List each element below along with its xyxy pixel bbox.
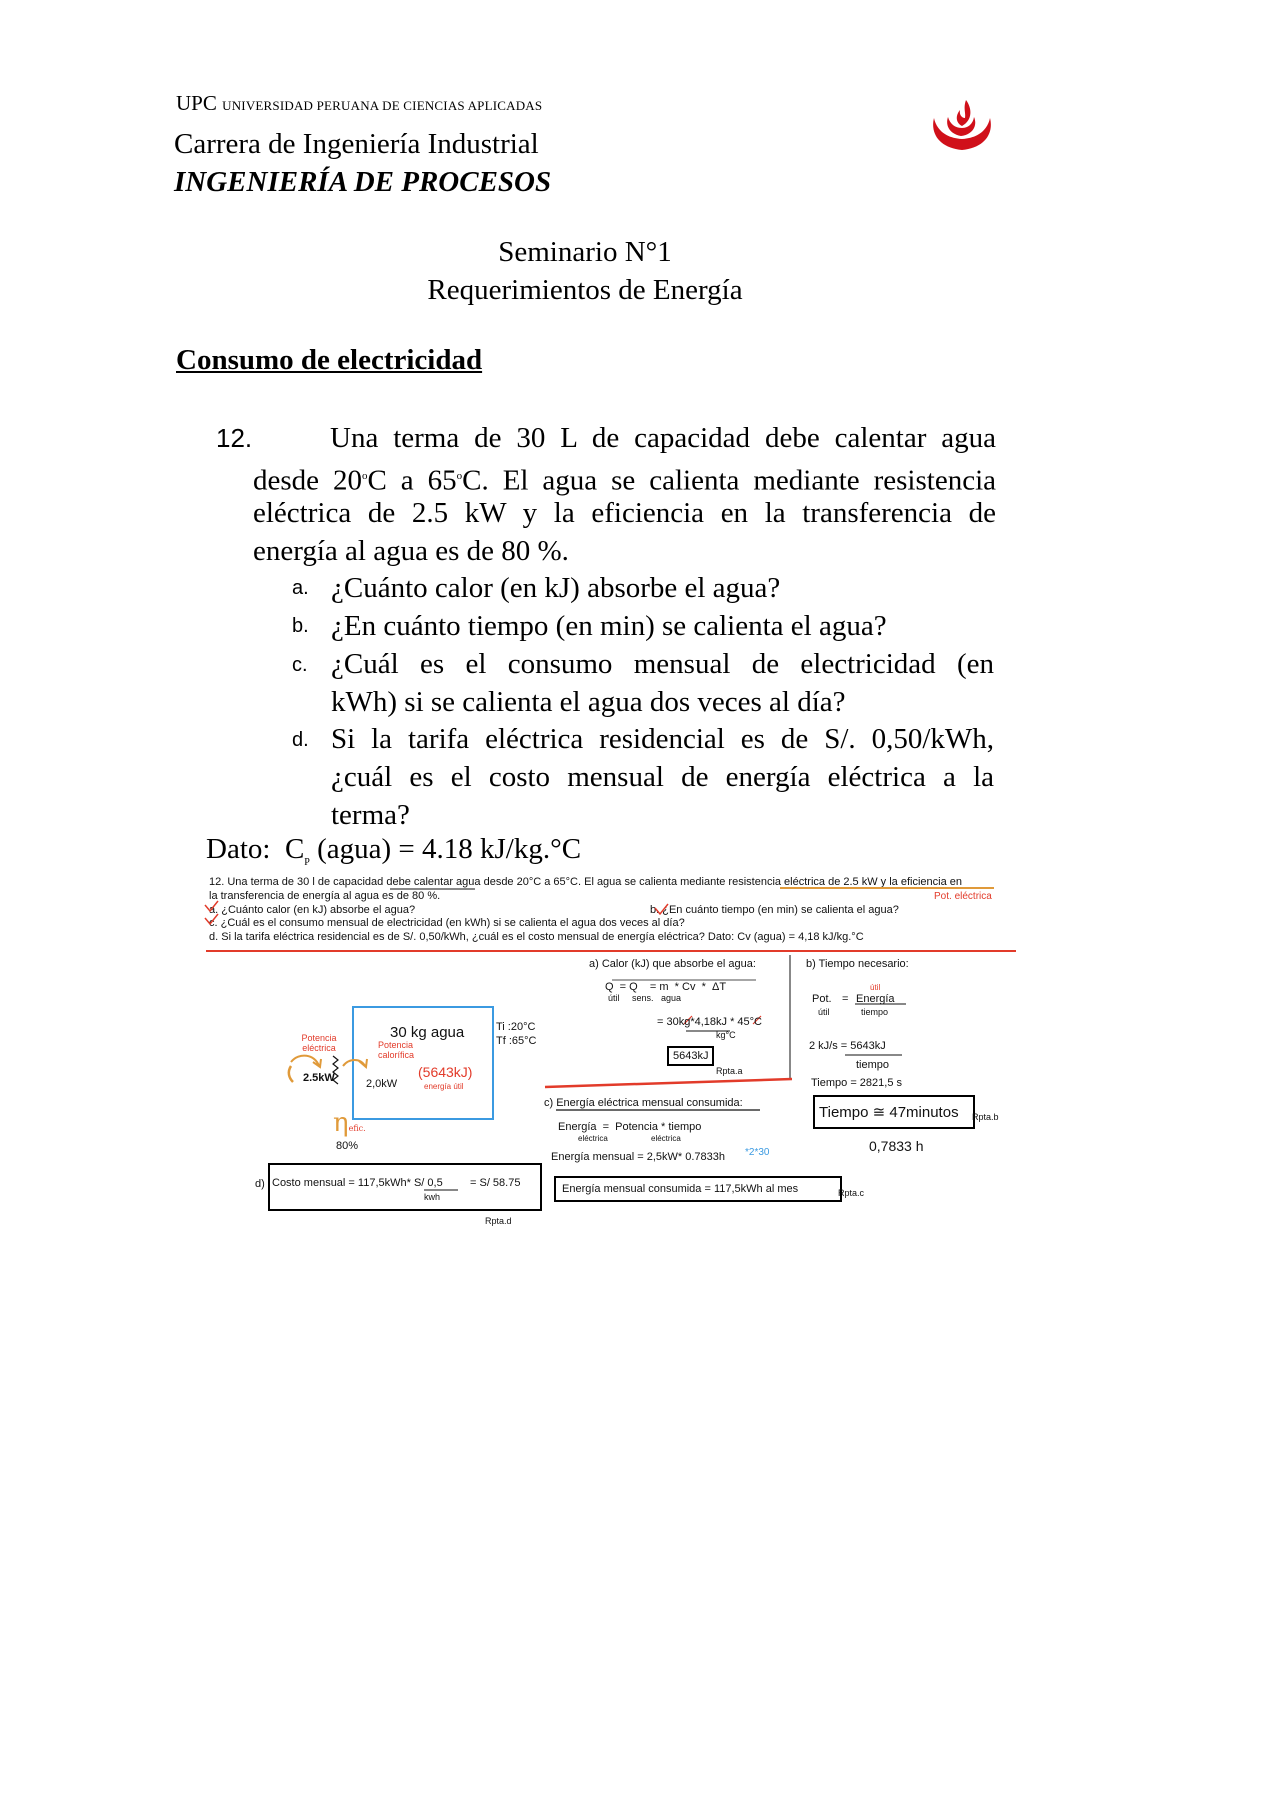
part-a-calc-den: kg°C <box>716 1030 736 1040</box>
initial-temp: Ti :20°C <box>496 1021 536 1033</box>
part-a-equation: Q = Q = m * Cv * ΔT <box>605 981 727 993</box>
electric-power-label: Potencia eléctrica <box>301 1033 337 1053</box>
solution-question-b: b. ¿En cuánto tiempo (en min) se calienta el agua? <box>650 904 899 916</box>
part-a-equation-sub: útil sens. agua <box>608 993 682 1003</box>
seminar-title: Seminario N°1 <box>498 236 672 268</box>
item-text: Si la tarifa eléctrica residencial es de S/. 0,50/kWh, <box>331 723 994 755</box>
part-b-tiempo-den: tiempo <box>861 1007 889 1017</box>
part-a-title: a) Calor (kJ) que absorbe el agua: <box>589 958 756 970</box>
part-d-result: Costo mensual = 117,5kWh* S/ 0,5 <box>272 1177 443 1189</box>
part-a-calculation: = 30kg*4,18kJ * 45°C <box>657 1016 762 1028</box>
solution-question-d: d. Si la tarifa eléctrica residencial es de S/. 0,50/kWh, ¿cuál es el costo mensual de energía eléctrica? Dato: Cv (agua) = 4,18 kJ/kg.°C <box>209 931 864 943</box>
part-a-result: 5643kJ <box>667 1046 714 1066</box>
part-a-rpta: Rpta.a <box>716 1066 743 1076</box>
part-b-eq2-den: tiempo <box>856 1059 890 1071</box>
problem-line-2: desde 20$^o$C a 65$^o$C. El agua se calienta mediante resistencia <box>253 464 996 497</box>
part-b-seconds: Tiempo = 2821,5 s <box>811 1077 903 1089</box>
part-c-eq-sub2: eléctrica <box>651 1134 681 1143</box>
item-letter: a. <box>292 577 309 599</box>
course-name: INGENIERÍA DE PROCESOS <box>174 166 552 198</box>
section-title: Consumo de electricidad <box>176 344 483 376</box>
item-text: ¿En cuánto tiempo (en min) se calienta el agua? <box>331 610 887 642</box>
problem-line-4: energía al agua es de 80 %. <box>253 535 569 567</box>
part-d-den: kwh <box>424 1192 441 1202</box>
part-b-title: b) Tiempo necesario: <box>806 958 909 970</box>
solution-statement-1: 12. Una terma de 30 l de capacidad debe calentar agua desde 20°C a 65°C. El agua se calienta mediante resistencia eléctrica de 2.5 kW y la eficiencia en <box>209 876 962 888</box>
solution-question-c: c. ¿Cuál es el consumo mensual de electricidad (en kWh) si se calienta el agua dos veces al día? <box>209 917 685 929</box>
part-b-rpta: Rpta.b <box>972 1112 999 1122</box>
item-text: ¿Cuál es el consumo mensual de electricidad (en <box>331 648 994 680</box>
problem-line-1: Una terma de 30 L de capacidad debe calentar agua <box>330 422 996 454</box>
heat-power-label: Potencia calorífica <box>378 1040 415 1060</box>
item-text: ¿Cuánto calor (en kJ) absorbe el agua? <box>331 572 781 604</box>
output-power: 2,0kW <box>366 1078 398 1090</box>
problem-number: 12. <box>216 423 253 453</box>
power-arrows <box>285 1052 385 1098</box>
seminar-subtitle: Requerimientos de Energía <box>427 274 743 306</box>
item-letter: b. <box>292 615 309 637</box>
part-c-multiplier: *2*30 <box>745 1147 770 1158</box>
part-c-eq-sub1: eléctrica <box>578 1134 608 1143</box>
item-letter: c. <box>292 654 308 676</box>
part-c-result: Energía mensual consumida = 117,5kWh al mes <box>554 1176 842 1202</box>
part-b-equals: = <box>842 993 849 1005</box>
final-temp: Tf :65°C <box>496 1035 537 1047</box>
item-text: terma? <box>331 799 410 831</box>
part-b-eq2: 2 kJ/s = 5643kJ <box>809 1040 886 1052</box>
university-name: UNIVERSIDAD PERUANA DE CIENCIAS APLICADAS <box>222 98 543 113</box>
efficiency-symbol: ηefic. <box>333 1108 366 1138</box>
dato-line: Dato: $C_P$ (agua) = 4.18 kJ/kg.°C <box>206 833 582 868</box>
upc-acronym: UPC <box>176 91 217 115</box>
tank-label: 30 kg agua <box>390 1024 465 1041</box>
part-b-result: Tiempo ≅ 47minutos <box>813 1095 975 1129</box>
part-c-rpta: Rpta.c <box>838 1188 865 1198</box>
part-d-equals: = S/ 58.75 <box>470 1177 521 1189</box>
solution-statement-2: la transferencia de energía al agua es de 80 %. <box>209 890 441 902</box>
part-d-label: d) <box>255 1178 265 1190</box>
useful-energy-label: energía útil <box>424 1082 464 1091</box>
part-c-equation: Energía = Potencia * tiempo <box>558 1121 702 1133</box>
part-b-energia: Energía <box>856 993 895 1005</box>
pot-electrica-label: Pot. eléctrica <box>934 891 992 902</box>
part-b-util: útil <box>818 1007 830 1017</box>
item-text: kWh) si se calienta el agua dos veces al día? <box>331 686 846 718</box>
career-name: Carrera de Ingeniería Industrial <box>174 128 539 160</box>
item-letter: d. <box>292 729 309 751</box>
part-d-rpta: Rpta.d <box>485 1216 512 1226</box>
part-b-pot: Pot. <box>812 993 832 1005</box>
part-b-energia-sup: útil <box>870 983 881 992</box>
problem-line-3: eléctrica de 2.5 kW y la eficiencia en la transferencia de <box>253 497 996 529</box>
solution-question-a: a. ¿Cuánto calor (en kJ) absorbe el agua? <box>209 904 416 916</box>
efficiency-value: 80% <box>336 1140 359 1152</box>
part-c-calculation: Energía mensual = 2,5kW* 0.7833h <box>551 1151 725 1163</box>
item-text: ¿cuál es el costo mensual de energía eléctrica a la <box>331 761 994 793</box>
part-c-title: c) Energía eléctrica mensual consumida: <box>544 1097 743 1109</box>
part-b-hours: 0,7833 h <box>869 1138 924 1154</box>
input-power: 2.5kW <box>303 1072 335 1084</box>
useful-energy: (5643kJ) <box>418 1064 473 1080</box>
